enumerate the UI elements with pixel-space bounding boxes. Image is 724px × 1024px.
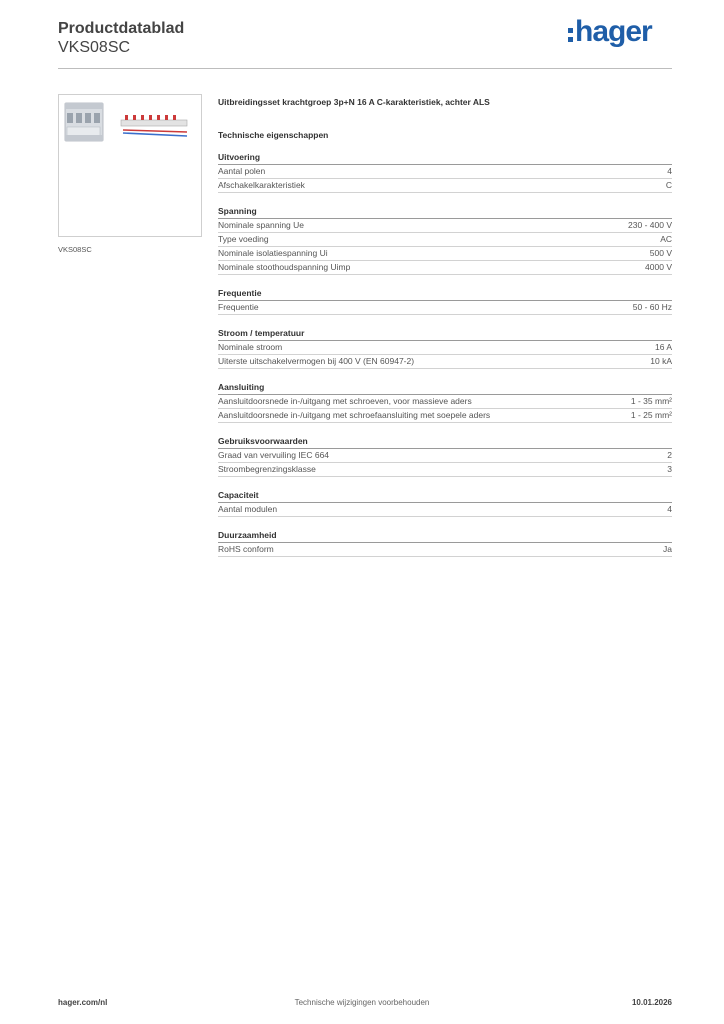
product-image bbox=[58, 94, 202, 237]
footer-date: 10.01.2026 bbox=[631, 998, 672, 1007]
spec-group-title: Duurzaamheid bbox=[218, 530, 277, 540]
logo-dots-icon bbox=[568, 28, 573, 42]
spec-value: C bbox=[665, 180, 672, 190]
spec-value: 50 - 60 Hz bbox=[632, 302, 672, 312]
spec-label: Nominale isolatiespanning Ui bbox=[218, 248, 328, 258]
spec-value: 16 A bbox=[654, 342, 672, 352]
spec-label: Frequentie bbox=[218, 302, 259, 312]
spec-row bbox=[218, 165, 672, 179]
spec-group-title: Uitvoering bbox=[218, 152, 261, 162]
product-specs bbox=[218, 95, 672, 557]
spec-row bbox=[218, 463, 672, 477]
spec-group-title: Stroom / temperatuur bbox=[218, 328, 305, 338]
spec-label: Aantal polen bbox=[218, 166, 266, 176]
spec-label: Aansluitdoorsnede in-/uitgang met schroeven, voor massieve aders bbox=[218, 396, 472, 406]
product-title: Uitbreidingsset krachtgroep 3p+N 16 A C-karakteristiek, achter ALS bbox=[218, 97, 490, 107]
spec-value: 10 kA bbox=[650, 356, 672, 366]
spec-row bbox=[218, 179, 672, 193]
spec-group-title: Capaciteit bbox=[218, 490, 259, 500]
spec-group bbox=[218, 287, 672, 315]
spec-label: Afschakelkarakteristiek bbox=[218, 180, 305, 190]
footer-website-link[interactable]: hager.com/nl bbox=[58, 998, 108, 1007]
spec-value: 230 - 400 V bbox=[628, 220, 672, 230]
spec-label: Nominale stoothoudspanning Uimp bbox=[218, 262, 351, 272]
spec-group bbox=[218, 205, 672, 275]
spec-label: Stroombegrenzingsklasse bbox=[218, 464, 316, 474]
spec-value: Ja bbox=[663, 544, 672, 554]
logo-text: hager bbox=[575, 15, 652, 48]
spec-row bbox=[218, 233, 672, 247]
page-title: Productdatablad bbox=[58, 20, 185, 37]
spec-value: 3 bbox=[667, 464, 672, 474]
spec-group bbox=[218, 327, 672, 369]
spec-label: Graad van vervuiling IEC 664 bbox=[218, 450, 330, 460]
footer-disclaimer: Technische wijzigingen voorbehouden bbox=[294, 998, 430, 1007]
tech-heading: Technische eigenschappen bbox=[218, 130, 329, 140]
spec-group-title: Frequentie bbox=[218, 288, 262, 298]
product-illustration-icon bbox=[59, 95, 201, 236]
spec-group-title: Spanning bbox=[218, 206, 257, 216]
spec-groups bbox=[218, 151, 672, 557]
image-caption: VKS08SC bbox=[58, 245, 92, 254]
spec-label: RoHS conform bbox=[218, 544, 274, 554]
spec-group-title: Gebruiksvoorwaarden bbox=[218, 436, 308, 446]
spec-value: 4 bbox=[667, 166, 672, 176]
hager-logo bbox=[568, 16, 652, 48]
spec-row bbox=[218, 219, 672, 233]
spec-row bbox=[218, 341, 672, 355]
spec-group bbox=[218, 529, 672, 557]
spec-label: Aansluitdoorsnede in-/uitgang met schroefaansluiting met soepele aders bbox=[218, 410, 491, 420]
spec-value: 500 V bbox=[649, 248, 672, 258]
spec-value: 4000 V bbox=[645, 262, 672, 272]
spec-value: 4 bbox=[667, 504, 672, 514]
spec-row bbox=[218, 301, 672, 315]
spec-row bbox=[218, 409, 672, 423]
spec-group bbox=[218, 381, 672, 423]
spec-row bbox=[218, 543, 672, 557]
spec-group bbox=[218, 151, 672, 193]
spec-value: AC bbox=[660, 234, 672, 244]
spec-value: 1 - 25 mm² bbox=[630, 410, 672, 420]
spec-group-title: Aansluiting bbox=[218, 382, 265, 392]
spec-row bbox=[218, 503, 672, 517]
spec-label: Type voeding bbox=[218, 234, 269, 244]
spec-row bbox=[218, 247, 672, 261]
spec-value: 2 bbox=[667, 450, 672, 460]
header-divider bbox=[58, 68, 672, 69]
spec-label: Aantal modulen bbox=[218, 504, 278, 514]
spec-row bbox=[218, 449, 672, 463]
spec-value: 1 - 35 mm² bbox=[630, 396, 672, 406]
spec-group bbox=[218, 489, 672, 517]
spec-label: Nominale spanning Ue bbox=[218, 220, 304, 230]
spec-label: Uiterste uitschakelvermogen bij 400 V (EN 60947-2) bbox=[218, 356, 415, 366]
spec-row bbox=[218, 395, 672, 409]
spec-row bbox=[218, 355, 672, 369]
product-code: VKS08SC bbox=[58, 39, 131, 56]
spec-row bbox=[218, 261, 672, 275]
spec-group bbox=[218, 435, 672, 477]
spec-label: Nominale stroom bbox=[218, 342, 283, 352]
